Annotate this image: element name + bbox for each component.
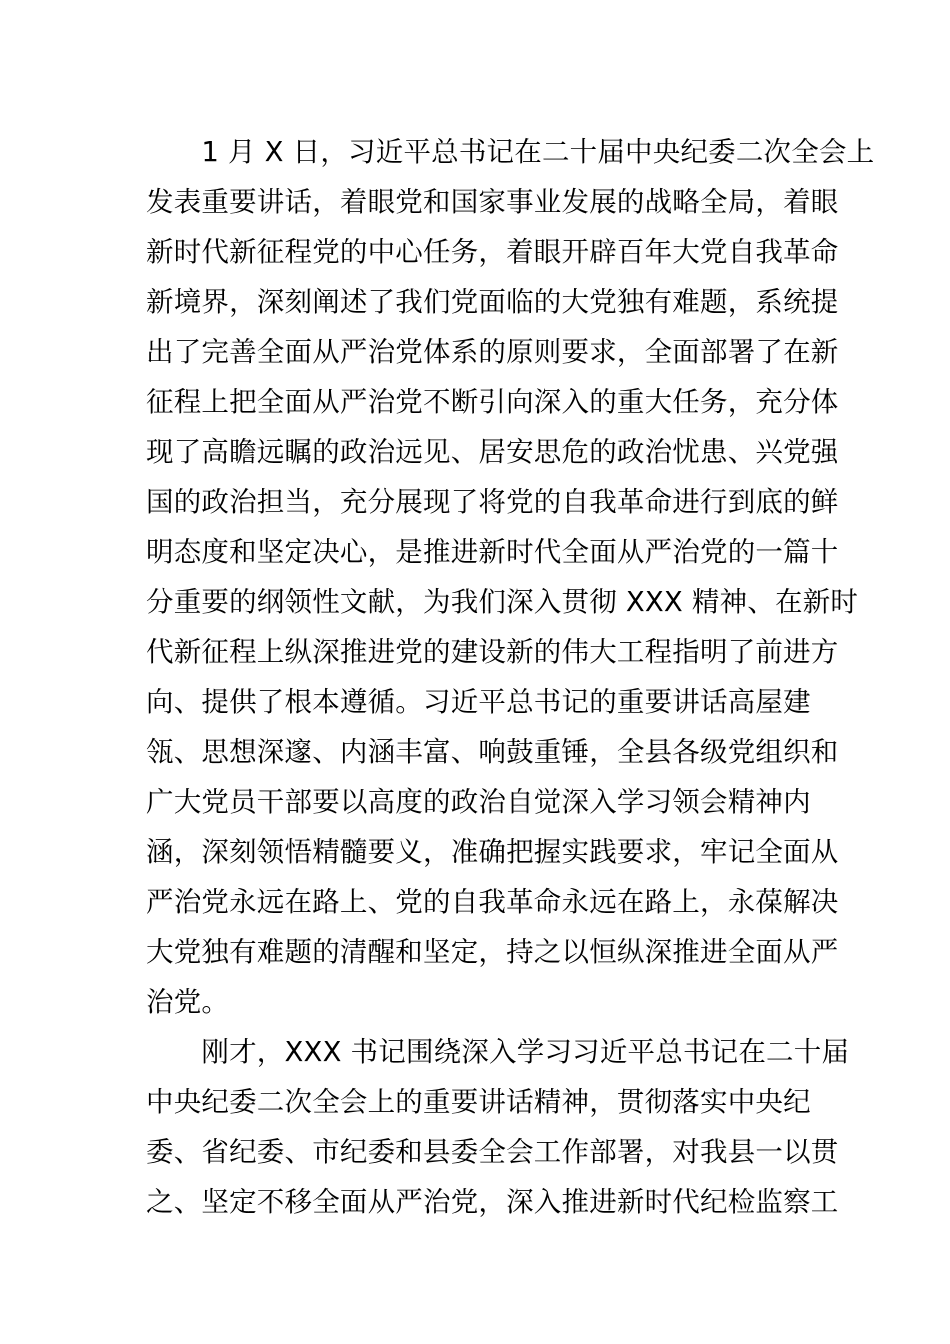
text-line: 刚才，XXX 书记围绕深入学习习近平总书记在二十届 (146, 1036, 850, 1068)
text-line: 发表重要讲话，着眼党和国家事业发展的战略全局，着眼 (146, 186, 839, 218)
text-line: 委、省纪委、市纪委和县委全会工作部署，对我县一以贯 (146, 1136, 839, 1168)
text-line: 1 月 X 日，习近平总书记在二十届中央纪委二次全会上 (146, 136, 875, 168)
text-line: 明态度和坚定决心，是推进新时代全面从严治党的一篇十 (146, 536, 839, 568)
text-line: 现了高瞻远瞩的政治远见、居安思危的政治忧患、兴党强 (146, 436, 839, 468)
text-line: 广大党员干部要以高度的政治自觉深入学习领会精神内 (146, 786, 811, 818)
text-line: 新时代新征程党的中心任务，着眼开辟百年大党自我革命 (146, 236, 839, 268)
text-line: 中央纪委二次全会上的重要讲话精神，贯彻落实中央纪 (146, 1086, 811, 1118)
text-line: 严治党永远在路上、党的自我革命永远在路上，永葆解决 (146, 886, 839, 918)
text-line: 新境界，深刻阐述了我们党面临的大党独有难题，系统提 (146, 286, 839, 318)
text-line: 出了完善全面从严治党体系的原则要求，全面部署了在新 (146, 336, 839, 368)
text-line: 瓴、思想深邃、内涵丰富、响鼓重锤，全县各级党组织和 (146, 736, 839, 768)
text-line: 之、坚定不移全面从严治党，深入推进新时代纪检监察工 (146, 1186, 839, 1218)
text-line: 治党。 (146, 986, 230, 1018)
text-line: 代新征程上纵深推进党的建设新的伟大工程指明了前进方 (146, 636, 839, 668)
text-line: 分重要的纲领性文献，为我们深入贯彻 XXX 精神、在新时 (146, 586, 859, 618)
text-line: 大党独有难题的清醒和坚定，持之以恒纵深推进全面从严 (146, 936, 839, 968)
text-line: 征程上把全面从严治党不断引向深入的重大任务，充分体 (146, 386, 839, 418)
text-line: 涵，深刻领悟精髓要义，准确把握实践要求，牢记全面从 (146, 836, 839, 868)
text-line: 国的政治担当，充分展现了将党的自我革命进行到底的鲜 (146, 486, 839, 518)
text-line: 向、提供了根本遵循。习近平总书记的重要讲话高屋建 (146, 686, 811, 718)
